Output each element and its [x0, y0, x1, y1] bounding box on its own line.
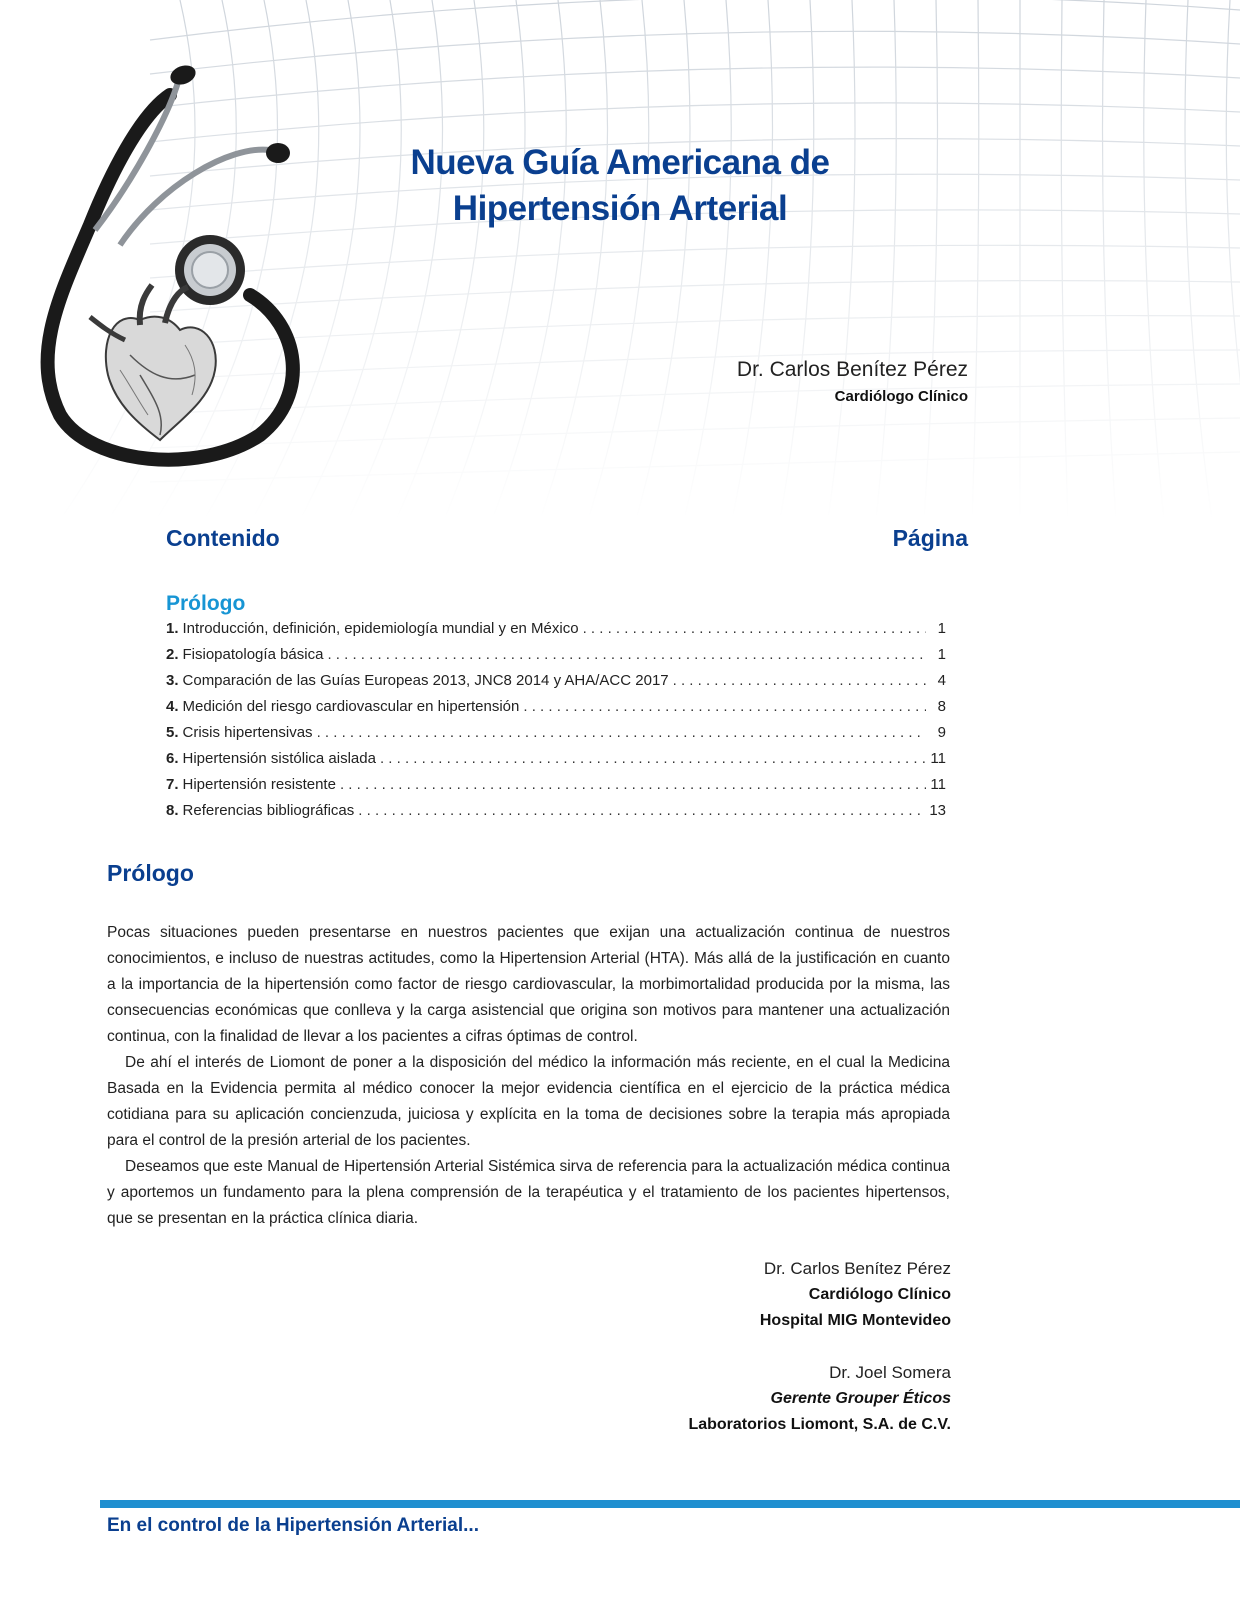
toc-item[interactable] — [166, 698, 946, 724]
toc-item[interactable] — [166, 620, 946, 646]
toc-item[interactable] — [166, 724, 946, 750]
signature-block-2 — [688, 1360, 951, 1438]
toc-header — [166, 525, 968, 552]
toc-item-page: 11 — [930, 776, 946, 793]
title-line-1: Nueva Guía Americana de — [410, 143, 830, 182]
toc-item-page: 1 — [937, 646, 946, 663]
signature-role: Gerente Grouper Éticos — [770, 1390, 951, 1407]
toc-item[interactable] — [166, 750, 946, 776]
toc-item[interactable] — [166, 646, 946, 672]
author-name: Dr. Carlos Benítez Pérez — [736, 358, 968, 381]
prologo-body — [107, 920, 950, 1232]
signature-block-1 — [760, 1256, 951, 1334]
toc-item-number: 4. — [166, 698, 179, 715]
stethoscope-heart-illustration — [20, 55, 320, 475]
prologo-paragraph: Deseamos que este Manual de Hipertensión Arterial Sistémica sirva de referencia para la actualización médica continua y aportemos un fundamento para la plena comprensión de la terapéutica y el tratamiento de los pacientes hipertensos, que se presentan en la práctica clínica diaria. — [107, 1158, 950, 1227]
footer-bar — [100, 1500, 1240, 1508]
signature-name: Dr. Joel Somera — [829, 1363, 951, 1382]
toc-leader — [358, 802, 925, 819]
toc-item-number: 3. — [166, 672, 179, 689]
toc-item-label: Crisis hipertensivas — [182, 724, 313, 741]
toc-leader — [340, 776, 926, 793]
toc-item-label: Referencias bibliográficas — [182, 802, 355, 819]
title-line-2: Hipertensión Arterial — [452, 189, 788, 228]
toc-item-number: 1. — [166, 620, 179, 637]
toc-leader — [523, 698, 926, 715]
toc-item-page: 8 — [937, 698, 946, 715]
toc-item-number: 8. — [166, 802, 179, 819]
toc-item-label: Hipertensión sistólica aislada — [182, 750, 376, 767]
toc-item-label: Comparación de las Guías Europeas 2013, JNC8 2014 y AHA/ACC 2017 — [182, 672, 669, 689]
toc-subheading: Prólogo — [166, 592, 246, 615]
toc-item-page: 13 — [929, 802, 946, 819]
toc-leader — [673, 672, 926, 689]
toc-item-label: Hipertensión resistente — [182, 776, 336, 793]
signature-name: Dr. Carlos Benítez Pérez — [763, 1259, 951, 1278]
toc-leader — [583, 620, 926, 637]
toc-item-page: 11 — [930, 750, 946, 767]
toc-heading: Contenido — [166, 525, 280, 551]
toc-item[interactable] — [166, 802, 946, 828]
toc-list — [166, 620, 946, 828]
toc-item-label: Fisiopatología básica — [182, 646, 324, 663]
signature-role: Cardiólogo Clínico — [808, 1286, 951, 1303]
signature-institution: Laboratorios Liomont, S.A. de C.V. — [688, 1416, 951, 1433]
author-block — [737, 358, 968, 405]
toc-item-number: 7. — [166, 776, 179, 793]
toc-item[interactable] — [166, 776, 946, 802]
toc-item[interactable] — [166, 672, 946, 698]
toc-item-number: 6. — [166, 750, 179, 767]
toc-item-number: 2. — [166, 646, 179, 663]
toc-leader — [380, 750, 926, 767]
toc-item-page: 9 — [937, 724, 946, 741]
document-title — [330, 140, 910, 232]
toc-item-page: 4 — [937, 672, 946, 689]
prologo-title: Prólogo — [107, 860, 194, 886]
toc-item-page: 1 — [937, 620, 946, 637]
toc-item-number: 5. — [166, 724, 179, 741]
signature-institution: Hospital MIG Montevideo — [759, 1312, 951, 1329]
toc-leader — [327, 646, 926, 663]
toc-item-label: Introducción, definición, epidemiología mundial y en México — [182, 620, 579, 637]
author-role: Cardiólogo Clínico — [834, 388, 968, 405]
toc-item-label: Medición del riesgo cardiovascular en hipertensión — [182, 698, 520, 715]
toc-leader — [317, 724, 926, 741]
prologo-paragraph: Pocas situaciones pueden presentarse en nuestros pacientes que exijan una actualización continua de nuestros conocimientos, e incluso de nuestras actitudes, como la Hipertension Arterial (HTA). Más allá de la justificación en cuanto a la importancia de la hipertensión como factor de riesgo cardiovascular, la morbimortalidad producida por la misma, las consecuencias económicas que conlleva y la carga asistencial que origina son motivos para mantener una actualización continua, con la finalidad de llevar a los pacientes a cifras óptimas de control. — [107, 924, 950, 1045]
footer-tagline: En el control de la Hipertensión Arterial... — [107, 1515, 479, 1536]
prologo-paragraph: De ahí el interés de Liomont de poner a la disposición del médico la información más reciente, en el cual la Medicina Basada en la Evidencia permita al médico conocer la mejor evidencia científica en el ejercicio de la práctica médica cotidiana para su aplicación concienzuda, juiciosa y explícita en la toma de decisiones sobre la terapia más apropiada para el control de la presión arterial de los pacientes. — [107, 1054, 950, 1149]
toc-page-heading: Página — [892, 525, 968, 551]
